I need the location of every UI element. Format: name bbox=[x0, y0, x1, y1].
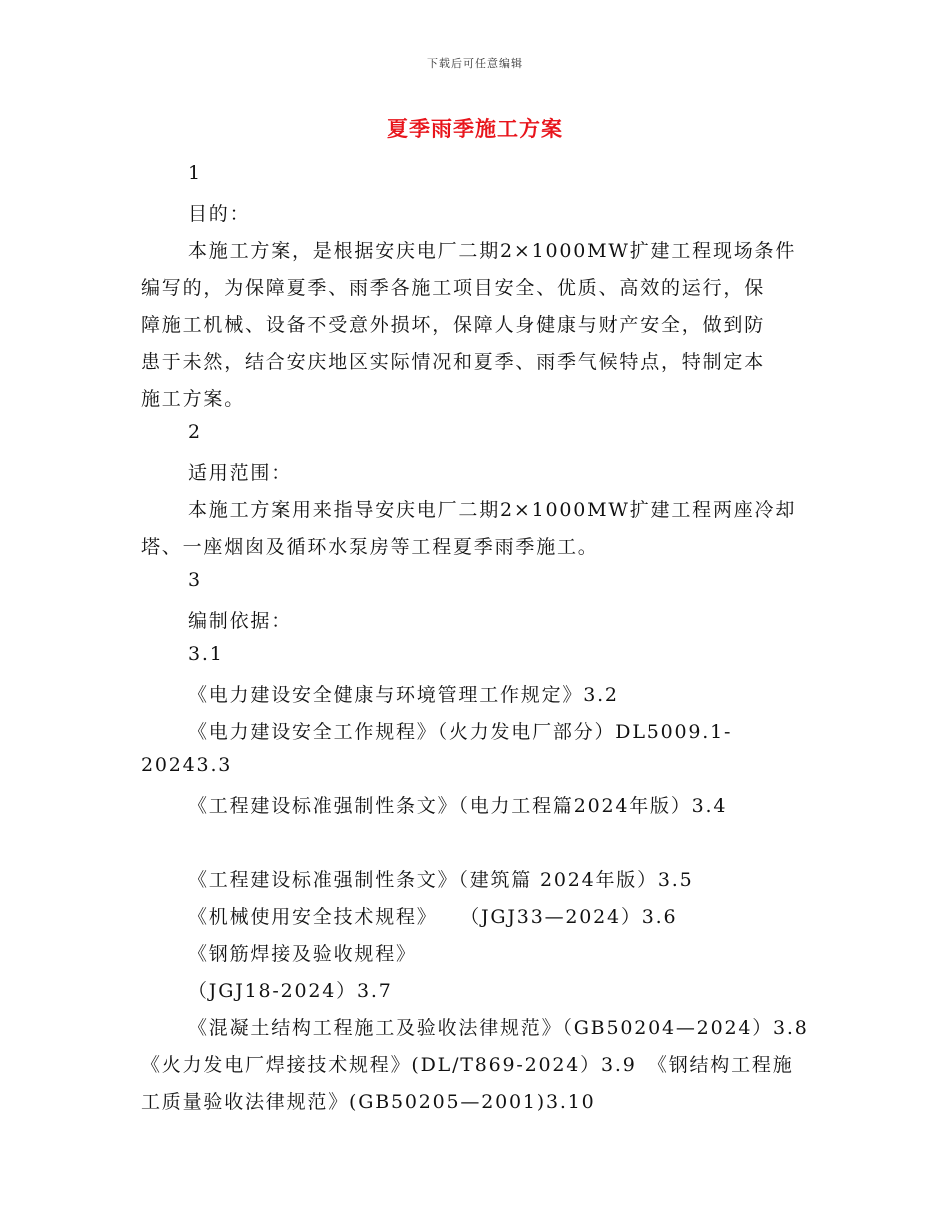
text-line: 编制依据： bbox=[188, 610, 293, 632]
text-line: 障施工机械、设备不受意外损坏，保障人身健康与财产安全，做到防 bbox=[141, 314, 766, 336]
text-line: 本施工方案，是根据安庆电厂二期2×1000MW扩建工程现场条件 bbox=[188, 240, 797, 262]
header-note: 下载后可任意编辑 bbox=[427, 57, 523, 70]
text-line: 《电力建设安全工作规程》（火力发电厂部分）DL5009.1- bbox=[188, 721, 733, 743]
document-title: 夏季雨季施工方案 bbox=[387, 116, 563, 141]
text-line: 《工程建设标准强制性条文》（电力工程篇2024年版）3.4 bbox=[188, 795, 728, 817]
text-line: 2 bbox=[188, 421, 202, 443]
text-line: 1 bbox=[188, 162, 202, 184]
text-line: 患于未然，结合安庆地区实际情况和夏季、雨季气候特点，特制定本 bbox=[141, 351, 766, 373]
text-line: 塔、一座烟囱及循环水泵房等工程夏季雨季施工。 bbox=[141, 536, 599, 558]
text-line: 本施工方案用来指导安庆电厂二期2×1000MW扩建工程两座冷却 bbox=[188, 499, 797, 521]
text-line: 施工方案。 bbox=[141, 388, 246, 410]
text-line: 《电力建设安全健康与环境管理工作规定》3.2 bbox=[188, 684, 619, 706]
text-line: 3 bbox=[188, 569, 202, 591]
text-line: 3.1 bbox=[188, 643, 224, 665]
text-line: 编写的，为保障夏季、雨季各施工项目安全、优质、高效的运行，保 bbox=[141, 277, 766, 299]
text-line: 《工程建设标准强制性条文》（建筑篇 2024年版）3.5 bbox=[188, 869, 694, 891]
text-line: 20243.3 bbox=[141, 754, 233, 776]
text-line: 《钢筋焊接及验收规程》 bbox=[188, 943, 417, 965]
text-line: 适用范围： bbox=[188, 462, 293, 484]
text-line: 《混凝土结构工程施工及验收法律规范》（GB50204—2024）3.8 bbox=[188, 1017, 809, 1039]
text-line: 《火力发电厂焊接技术规程》(DL/T869-2024）3.9 《钢结构工程施 bbox=[141, 1054, 794, 1076]
text-line: 工质量验收法律规范》(GB50205—2001)3.10 bbox=[141, 1091, 596, 1113]
text-line: 目的： bbox=[188, 203, 251, 225]
text-line: 《机械使用安全技术规程》 （JGJ33—2024）3.6 bbox=[188, 906, 678, 928]
text-line: （JGJ18-2024）3.7 bbox=[188, 980, 393, 1002]
